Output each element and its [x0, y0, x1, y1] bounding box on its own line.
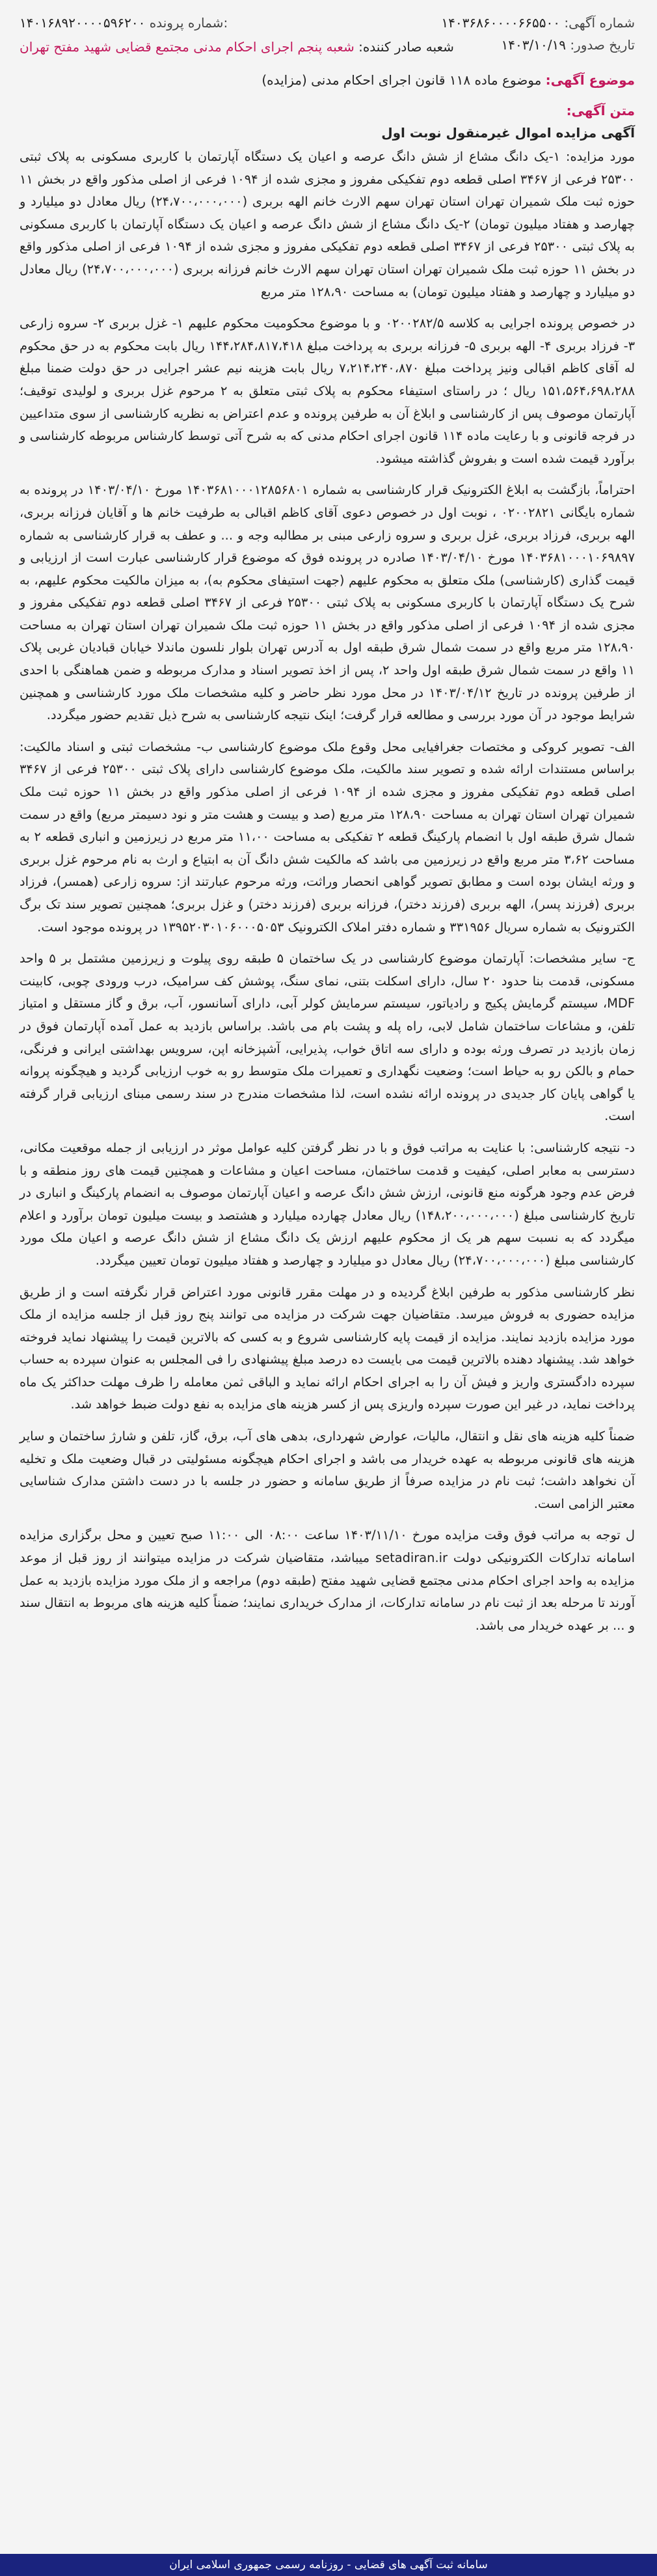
text-heading: [20, 103, 635, 118]
notice-title: آگهی مزایده اموال غیرمنقول نوبت اول: [381, 125, 635, 141]
paragraph: الف- تصویر کروکی و مختصات جغرافیایی محل وقوع ملک موضوع کارشناسی ب- مشخصات ثبتی و اسناد مالکیت: براساس مستندات ارائه شده و تصویر سند مالکیت، ملک موضوع کارشناسی دارای پلاک ثبتی ۲۵۳۰۰ فرعی از ۳۴۶۷ اصلی قطعه دوم تفکیکی مفروز و مجزی شده از ۱۰۹۴ فرعی از اصلی مذکور واقع در بخش ۱۱ حوزه ثبت ملک شمیران تهران استان تهران به مساحت ۱۲۸،۹۰ متر مربع (صد و بیست و هشت متر و نود دسیمتر مربع) واقع در سمت شمال شرق طبقه اول با انضمام پارکینگ قطعه ۲ تفکیکی به مساحت ۱۱،۰۰ متر مربع در زیرزمین و انباری قطعه ۲ به مساحت ۳،۶۲ متر مربع واقع در زیرزمین می باشد که مالکیت شش دانگ آن به ابتیاع و ارث به نام مرحوم غزل بربری و ورثه ایشان بوده است و مطابق تصویر گواهی انحصار وراثت، ورثه مرحوم عبارتند از: سروه زارعی (همسر)، فرزاد بربری (فرزند پسر)، الهه بربری (فرزند دختر)، فرزانه بربری (فرزند دختر) و غزل بربری؛ همچنین تصویر سند تک برگ الکترونیک به شماره سریال ۳۳۱۹۵۶ و شماره دفتر املاک الکترونیک ۱۳۹۵۲۰۳۰۱۰۶۰۰۰۵۰۵۳ در پرونده موجود است.: [20, 739, 635, 935]
ad-number: [441, 12, 635, 34]
footer-text: سامانه ثبت آگهی های قضایی - روزنامه رسمی جمهوری اسلامی ایران: [169, 2558, 488, 2571]
notice-body: [20, 146, 635, 1637]
issue-date: [502, 34, 635, 56]
case-number: [20, 12, 228, 34]
paragraph: ج- سایر مشخصات: آپارتمان موضوع کارشناسی در یک ساختمان ۵ طبقه روی پیلوت و زیرزمین مشتمل بر ۵ واحد مسکونی، قدمت بنا حدود ۲۰ سال، دارای اسکلت بتنی، نمای سنگ، پوشش کف سرامیک، درب ورودی چوبی، کابینت MDF، سیستم گرمایش پکیج و رادیاتور، سیستم سرمایش کولر آبی، دارای آسانسور، آب، برق و گاز مستقل و امتیاز تلفن، و مشاعات ساختمان شامل لابی، راه پله و پشت بام می باشد. براساس بازدید به عمل آمده آپارتمان فوق در زمان بازدید در تصرف ورثه بوده و دارای سه اتاق خواب، پذیرایی، آشپزخانه اپن، سرویس بهداشتی ایرانی و فرنگی، حمام و بالکن رو به حیاط است؛ وضعیت نگهداری و تعمیرات ملک متوسط رو به خوب ارزیابی گردید و هیچگونه پروانه یا گواهی پایان کار جدیدی در پرونده ارائه نشده است، لذا مشخصات مندرج در سند رسمی مبنای ارزیابی قرار گرفته است.: [20, 951, 635, 1124]
paragraph: نظر کارشناسی مذکور به طرفین ابلاغ گردیده و در مهلت مقرر قانونی مورد اعتراض قرار نگرفته است و از طریق مزایده حضوری به فروش میرسد. متقاضیان جهت شرکت در مزایده می توانند پنج روز قبل از جلسه مزایده از ملک مورد مزایده بازدید نمایند. مزایده از قیمت پایه کارشناسی شروع و به کسی که بالاترین قیمت را پیشنهاد نماید فروخته خواهد شد. پیشنهاد دهنده بالاترین قیمت می بایست ده درصد مبلغ پیشنهادی را فی المجلس به عنوان سپرده به حساب سپرده دادگستری واریز و فیش آن را به اجرای احکام ارائه نماید و الباقی ثمن معامله را ظرف مهلت حداکثر یک ماه پرداخت نماید، در غیر این صورت سپرده واریزی پس از کسر هزینه های مزایده به نفع دولت ضبط خواهد شد.: [20, 1284, 635, 1412]
subject-label: موضوع آگهی:: [545, 72, 635, 88]
paragraph: احتراماً، بازگشت به ابلاغ الکترونیک قرار کارشناسی به شماره ۱۴۰۳۶۸۱۰۰۰۱۲۸۵۶۸۰۱ مورخ ۱۴۰۳/۰۴/۱۰ در پرونده به شماره بایگانی ۰۲۰۰۲۸۲۱ ، نوبت اول در خصوص دعوی آقای کاظم اقبالی به طرفیت خانم ها و آقایان فرزانه بربری، الهه بربری، فرزاد بربری، غزل بربری و سروه زارعی مبنی بر مطالبه وجه و ... و عطف به قرار کارشناسی به شماره ۱۴۰۳۶۸۱۰۰۰۱۰۶۹۸۹۷ مورخ ۱۴۰۳/۰۴/۱۰ صادره در پرونده فوق که موضوع قرار کارشناسی عبارت است از ارزیابی و قیمت گذاری (کارشناسی) ملک متعلق به محکوم علیهم (جهت استیفای محکوم به)، به میزان مالکیت محکوم علیهم، به شرح یک دستگاه آپارتمان با کاربری مسکونی به پلاک ثبتی ۲۵۳۰۰ فرعی از ۳۴۶۷ اصلی قطعه دوم تفکیکی مفروز و مجزی شده از ۱۰۹۴ فرعی از اصلی مذکور واقع در بخش ۱۱ حوزه ثبت ملک شمیران تهران استان تهران به مساحت ۱۲۸،۹۰ متر مربع واقع در سمت شمال شرق طبقه اول به آدرس تهران بلوار نلسون ماندلا خیابان قبادیان غربی پلاک ۱۱ واقع در سمت شمال شرق طبقه اول واحد ۲، پس از اخذ تصویر اسناد و مدارک مربوطه و ضمن هماهنگی با احدی از طرفین پرونده در تاریخ ۱۴۰۳/۰۴/۱۲ در محل مورد نظر حاضر و کلیه مشخصات ملک مورد کارشناسی و همچنین شرایط موجود در آن مورد بررسی و مطالعه قرار گرفت؛ اینک نتیجه کارشناسی به شرح ذیل تقدیم حضور میگردد.: [20, 482, 635, 723]
paragraph: ل توجه به مراتب فوق وقت مزایده مورخ ۱۴۰۳/۱۱/۱۰ ساعت ۰۸:۰۰ الی ۱۱:۰۰ صبح تعیین و محل برگزاری مزایده اسامانه تدارکات الکترونیکی دولت setadiran.ir میباشد، متقاضیان شرکت در مزایده میتوانند از روز قبل از موعد مزایده به واحد اجرای احکام مدنی مجتمع قضایی شهید مفتح (طبقه دوم) مراجعه و از ملک مورد مزایده بازدید به عمل آورند تا مرحله بعد از ثبت نام در سامانه تدارکات، از مدارک خریداری نمایند؛ ضمناً کلیه هزینه های مربوط به انتقال سند و ... بر عهده خریدار می باشد.: [20, 1528, 635, 1633]
header-row-2: [20, 34, 635, 57]
text-label: متن آگهی:: [566, 103, 635, 118]
paragraph: ضمناً کلیه هزینه های نقل و انتقال، مالیات، عوارض شهرداری، بدهی های آب، برق، گاز، تلفن و شارژ ساختمان و سایر هزینه های قانونی مربوطه به عهده خریدار می باشد و اجرای احکام هیچگونه مسئولیتی در قبال وضعیت ملک و تخلیه آن نخواهد داشت؛ ثبت نام در مزایده صرفاً از طریق سامانه و حضور در جلسه با در دست داشتن مدارک شناسایی معتبر الزامی است.: [20, 1429, 635, 1511]
paragraph: مورد مزایده: ۱-یک دانگ مشاع از شش دانگ عرصه و اعیان یک دستگاه آپارتمان با کاربری مسکونی به پلاک ثبتی ۲۵۳۰۰ فرعی از ۳۴۶۷ اصلی قطعه دوم تفکیکی مفروز و مجزی شده از ۱۰۹۴ فرعی از اصلی مذکور واقع در بخش ۱۱ حوزه ثبت ملک شمیران تهران استان تهران سهم الارث خانم الهه بربری (۲۴،۷۰۰،۰۰۰،۰۰۰) ریال معادل دو میلیارد و چهارصد و هفتاد میلیون تومان) ۲-یک دانگ مشاع از شش دانگ عرصه و اعیان یک دستگاه آپارتمان با کاربری مسکونی به پلاک ثبتی ۲۵۳۰۰ فرعی از ۳۴۶۷ اصلی قطعه دوم تفکیکی مفروز و مجزی شده از ۱۰۹۴ فرعی از اصلی مذکور واقع در بخش ۱۱ حوزه ثبت ملک شمیران تهران استان تهران سهم الارث خانم فرزانه بربری (۲۴،۷۰۰،۰۰۰،۰۰۰) ریال معادل دو میلیارد و چهارصد و هفتاد میلیون تومان) به مساحت ۱۲۸،۹۰ متر مربع: [20, 149, 636, 299]
paragraph: د- نتیجه کارشناسی: با عنایت به مراتب فوق و با در نظر گرفتن کلیه عوامل موثر در ارزیابی از جمله موقعیت مکانی، دسترسی به معابر اصلی، کیفیت و قدمت ساختمان، مساحت اعیان و مشاعات و همچنین قیمت های روز منطقه و با فرض عدم وجود هرگونه منع قانونی، ارزش شش دانگ عرصه و اعیان آپارتمان موصوف به انضمام پارکینگ و انباری در تاریخ کارشناسی مبلغ (۱۴۸،۲۰۰،۰۰۰،۰۰۰) ریال معادل چهارده میلیارد و هشتصد و بیست میلیون تومان برآورد و اعلام میگردد که به نسبت سهم هر یک از محکوم علیهم ارزش یک دانگ مشاع از شش دانگ عرصه و اعیان ملک مورد کارشناسی مبلغ (۲۴،۷۰۰،۰۰۰،۰۰۰) ریال معادل دو میلیارد و چهارصد و هفتاد میلیون تومان تعیین میگردد.: [20, 1140, 635, 1268]
subject: [20, 69, 635, 91]
case-number-value: ۱۴۰۱۶۸۹۲۰۰۰۰۵۹۶۲۰۰: [20, 15, 146, 31]
footer-bar: [0, 2554, 657, 2576]
ad-number-label: شماره آگهی:: [564, 15, 635, 31]
issue-date-value: ۱۴۰۳/۱۰/۱۹: [501, 37, 566, 53]
issuer: [20, 36, 454, 57]
issue-date-label: تاریخ صدور:: [570, 37, 635, 53]
header-row-1: [20, 12, 635, 34]
subject-value: موضوع ماده ۱۱۸ قانون اجرای احکام مدنی (مزایده): [261, 72, 542, 88]
case-number-label: شماره پرونده:: [149, 15, 228, 31]
paragraph: در خصوص پرونده اجرایی به کلاسه ۰۲۰۰۲۸۲/۵ و با موضوع محکومیت محکوم علیهم ۱- غزل بربری ۲- سروه زارعی ۳- فرزاد بربری ۴- الهه بربری ۵- فرزانه بربری به پرداخت مبلغ ۱۴۴،۲۸۴،۸۱۷،۴۱۸ ریال بابت محکوم به در حق محکوم له آقای کاظم اقبالی ونیز پرداخت مبلغ ۷،۲۱۴،۲۴۰،۸۷۰ ریال بابت هزینه نیم عشر اجرایی در حق دولت ضمنا مبلغ ۱۵۱،۵۶۴،۶۹۸،۲۸۸ ریال ؛ در راستای استیفاء محکوم به پلاک ثبتی متعلق به ۲ مرحوم غزل بربری و لولیدی توقیف؛ آپارتمان موصوف پس از کارشناسی و ابلاغ آن به طرفین پرونده و عدم اعتراض به نظریه کارشناسی از سوی متداعیین در فرجه قانونی و با رعایت ماده ۱۱۴ قانون اجرای احکام مدنی که به شرح آتی توسط کارشناس مربوطه کارشناسی و برآورد قیمت شده است و بفروش گذاشته میشود.: [20, 316, 636, 466]
ad-number-value: ۱۴۰۳۶۸۶۰۰۰۰۶۶۵۵۰۰: [441, 15, 561, 31]
issuer-label: شعبه صادر کننده:: [358, 39, 454, 55]
issuer-value: شعبه پنجم اجرای احکام مدنی مجتمع قضایی شهید مفتح تهران: [20, 39, 355, 55]
